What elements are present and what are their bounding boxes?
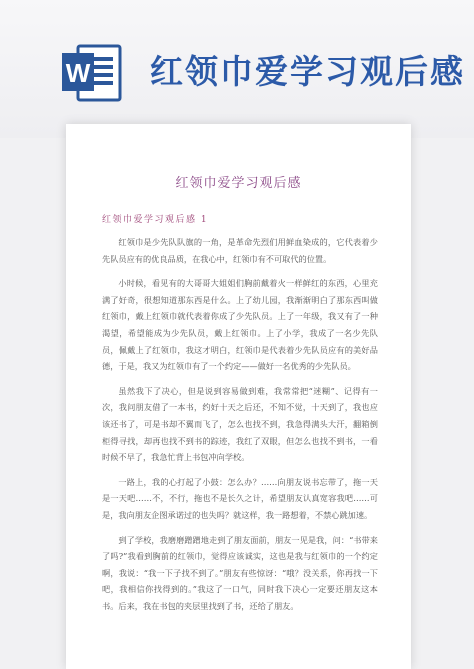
section-heading: 红领巾爱学习观后感 1 [102,215,209,225]
paragraph: 一路上，我的心打起了小鼓：怎么办？……向朋友说书忘带了，拖一天是一天吧……不，不行，拖也不是长久之计，希望朋友认真宽容我吧……可是，我向朋友企图承诺过的也失吗？就这样，我一路想着，不禁心跳加速。 [102,476,378,520]
document-title: 红领巾爱学习观后感 [175,176,302,191]
banner [0,0,474,138]
paragraph: 小时候，看见有的大哥哥大姐姐们胸前戴着火一样鲜红的东西，心里充满了好奇，很想知道那东西是什么。上了幼儿园，我渐渐明白了那东西叫做红领巾，戴上红领巾就代表着你成了少先队员。上了一年级，我又有了一种渴望，希望能成为少先队员，戴上红领巾。上了小学，我成了一名少先队员，佩戴上了红领巾，我这才明白，红领巾是代表着少先队员应有的美好品德，于是，我又为红领巾有了一个约定——做好一名优秀的少先队员。 [102,278,378,372]
document-page [66,124,411,669]
paragraph: 到了学校，我磨磨蹭蹭地走到了朋友面前，朋友一见是我，问：“书带来了吗?”我看到胸前的红领巾，觉得应该诚实，这也是我与红领巾的一个约定啊，我说：“我一下子找不到了。”朋友有些惊讶：“哦？没关系，你再找一下吧，我相信你找得到的。”我这了一口气，同时我下决心一定要还朋友这本书。后来，我在书包的夹层里找到了书，还给了朋友。 [102,534,378,611]
word-document-icon [58,38,126,106]
banner-title: 红领巾爱学习观后感 [150,52,465,91]
paragraph: 虽然我下了决心，但是说到容易做到难，我常常把“迷糊”、记得有一次，我问朋友借了一本书，约好十天之后还，不知不觉，十天到了，我也应该还书了，可是书却不翼而飞了，怎么也找不到，我急得满头大汗，翻箱倒柜得寻找，却再也找不到书的踪迹，我红了双眼，但怎么也找不到书，一看时候不早了，我急忙背上书包冲向学校。 [102,385,378,463]
word-logo-letter: W [65,58,91,88]
document-body [102,234,378,622]
paragraph: 红领巾是少先队队旗的一角，是革命先烈们用鲜血染成的，它代表着少先队员应有的优良品质，在我心中，红领巾有不可取代的位置。 [102,237,378,264]
